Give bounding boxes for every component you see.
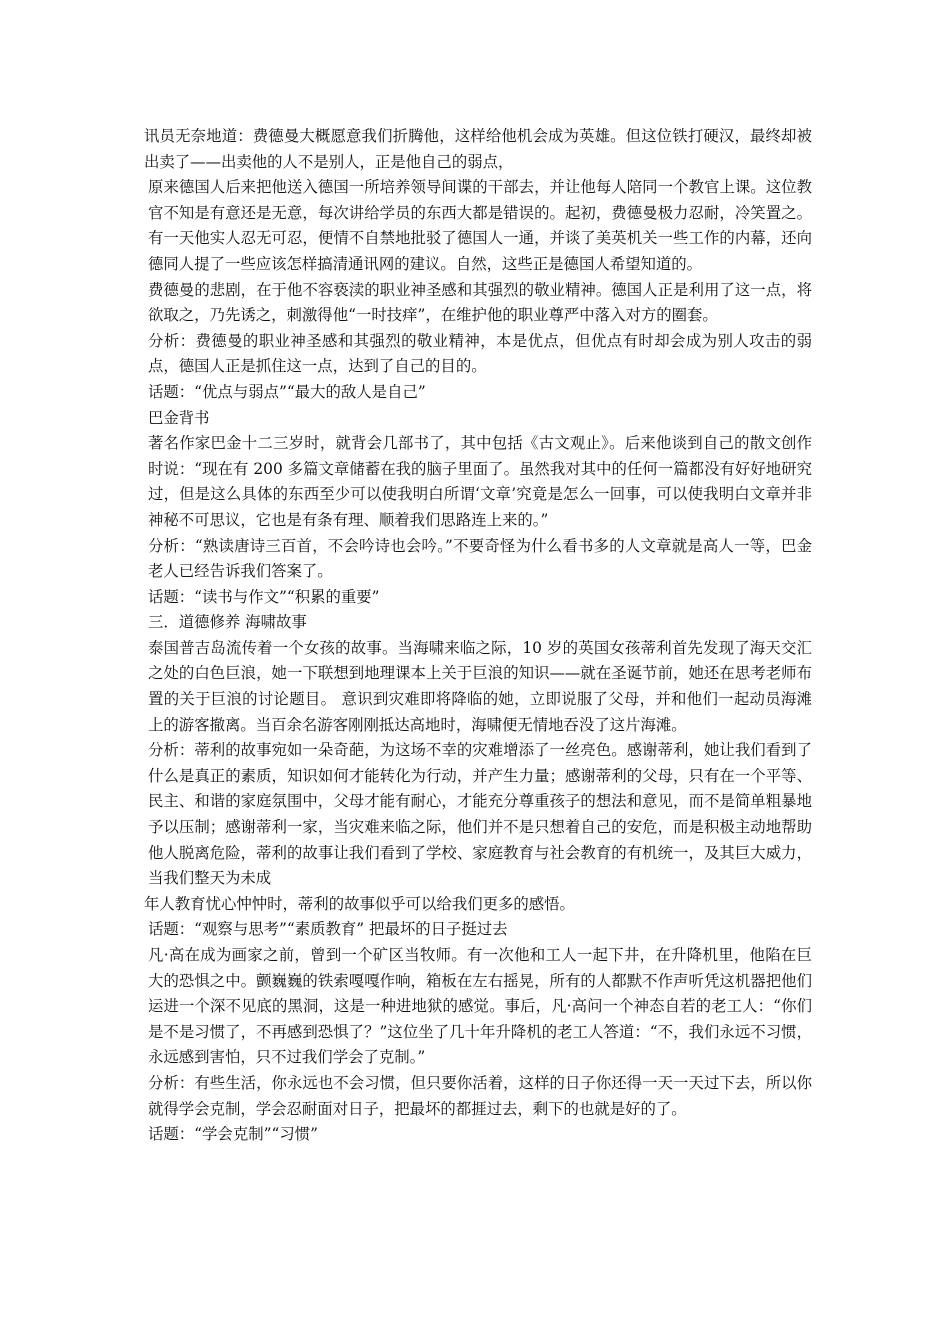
paragraph-spy-topic: 话题：“优点与弱点”“最大的敌人是自己” [148,382,426,401]
paragraph-tsunami-analysis: 分析：蒂利的故事宛如一朵奇葩，为这场不幸的灾难增添了一丝亮色。感谢蒂利，她让我们看到了什么是真正的素质，知识如何才能转化为行动，并产生力量；感谢蒂利的父母，只有在一个平等、民主、和谐的家庭氛围中，父母才能有耐心，才能充分尊重孩子的想法和意见，而不是简单粗暴地予以压制；感谢蒂利一家，当灾难来临之际，他们并不是只想着自己的安危，而是积极主动地帮助他人脱离危险，蒂利的故事让我们看到了学校、家庭教育与社会教育的有机统一，及其巨大威力，当我们整天为未成 [148,741,812,888]
document-body [144,124,812,1148]
paragraph-vangogh-topic: 话题：“学会克制”“习惯” [148,1125,318,1144]
paragraph-bajin-analysis: 分析：“熟读唐诗三百首，不会吟诗也会吟。”不要奇怪为什么看书多的人文章就是高人一等，巴金老人已经告诉我们答案了。 [148,536,812,581]
paragraph-vangogh-analysis: 分析：有些生活，你永远也不会习惯，但只要你活着，这样的日子你还得一天一天过下去，所以你就得学会克制，学会忍耐面对日子，把最坏的都捱过去，剩下的也就是好的了。 [148,1073,812,1118]
heading-bajin: 巴金背书 [148,408,210,427]
paragraph-tsunami-analysis-cont: 年人教育忧心忡忡时，蒂利的故事似乎可以给我们更多的感悟。 [144,894,575,913]
heading-section-three: 三．道德修养 海啸故事 [148,613,307,632]
paragraph-tsunami-story: 泰国普吉岛流传着一个女孩的故事。当海啸来临之际，10 岁的英国女孩蒂利首先发现了海天交汇之处的白色巨浪，她一下联想到地理课本上关于巨浪的知识——就在圣诞节前，她还在思考老师布置的关于巨浪的讨论题目。 意识到灾难即将降临的她，立即说服了父母，并和他们一起动员海滩上的游客撤离。当百余名游客刚刚抵达高地时，海啸便无情地吞没了这片海滩。 [148,638,812,734]
paragraph-spy-analysis: 分析：费德曼的职业神圣感和其强烈的敬业精神，本是优点，但优点有时却会成为别人攻击的弱点，德国人正是抓住这一点，达到了自己的目的。 [148,331,812,376]
paragraph-vangogh-story: 凡·高在成为画家之前，曾到一个矿区当牧师。有一次他和工人一起下井，在升降机里，他陷在巨大的恐惧之中。颤巍巍的铁索嘎嘎作响，箱板在左右摇晃，所有的人都默不作声听凭这机器把他们运进一个深不见底的黑洞，这是一种进地狱的感觉。事后，凡·高问一个神态自若的老工人：“你们是不是习惯了，不再感到恐惧了？”这位坐了几十年升降机的老工人答道：“不，我们永远不习惯，永远感到害怕，只不过我们学会了克制。” [148,946,812,1067]
paragraph-spy-training: 原来德国人后来把他送入德国一所培养领导间谍的干部去，并让他每人陪同一个教官上课。这位教官不知是有意还是无意，每次讲给学员的东西大都是错误的。起初，费德曼极力忍耐，冷笑置之。有一天他实人忍无可忍，便情不自禁地批驳了德国人一通，并谈了美英机关一些工作的内幕，还向德同人提了一些应该怎样搞清通讯网的建议。自然，这些正是德国人希望知道的。 [148,178,812,273]
paragraph-bajin-topic: 话题：“读书与作文”“积累的重要” [148,587,380,606]
paragraph-spy-tragedy: 费德曼的悲剧，在于他不容亵渎的职业神圣感和其强烈的敬业精神。德国人正是利用了这一点，将欲取之，乃先诱之，刺激得他“一时技痒”，在维护他的职业尊严中落入对方的圈套。 [148,280,812,325]
paragraph-spy-betrayed: 讯员无奈地道：费德曼大概愿意我们折腾他，这样给他机会成为英雄。但这位铁打硬汉，最终却被出卖了——出卖他的人不是别人，正是他自己的弱点， [144,127,812,171]
paragraph-tsunami-topic: 话题：“观察与思考”“素质教育” 把最坏的日子挺过去 [148,920,508,939]
paragraph-bajin-story: 著名作家巴金十二三岁时，就背会几部书了，其中包括《古文观止》。后来他谈到自己的散文创作时说：“现在有 200 多篇文章储蓄在我的脑子里面了。虽然我对其中的任何一篇都没有好好地研究过，但是这么具体的东西至少可以使我明白所谓‘文章’究竟是怎么一回事，可以使我明白文章并非神秘不可思议，它也是有条有理、顺着我们思路连上来的。” [148,434,812,529]
